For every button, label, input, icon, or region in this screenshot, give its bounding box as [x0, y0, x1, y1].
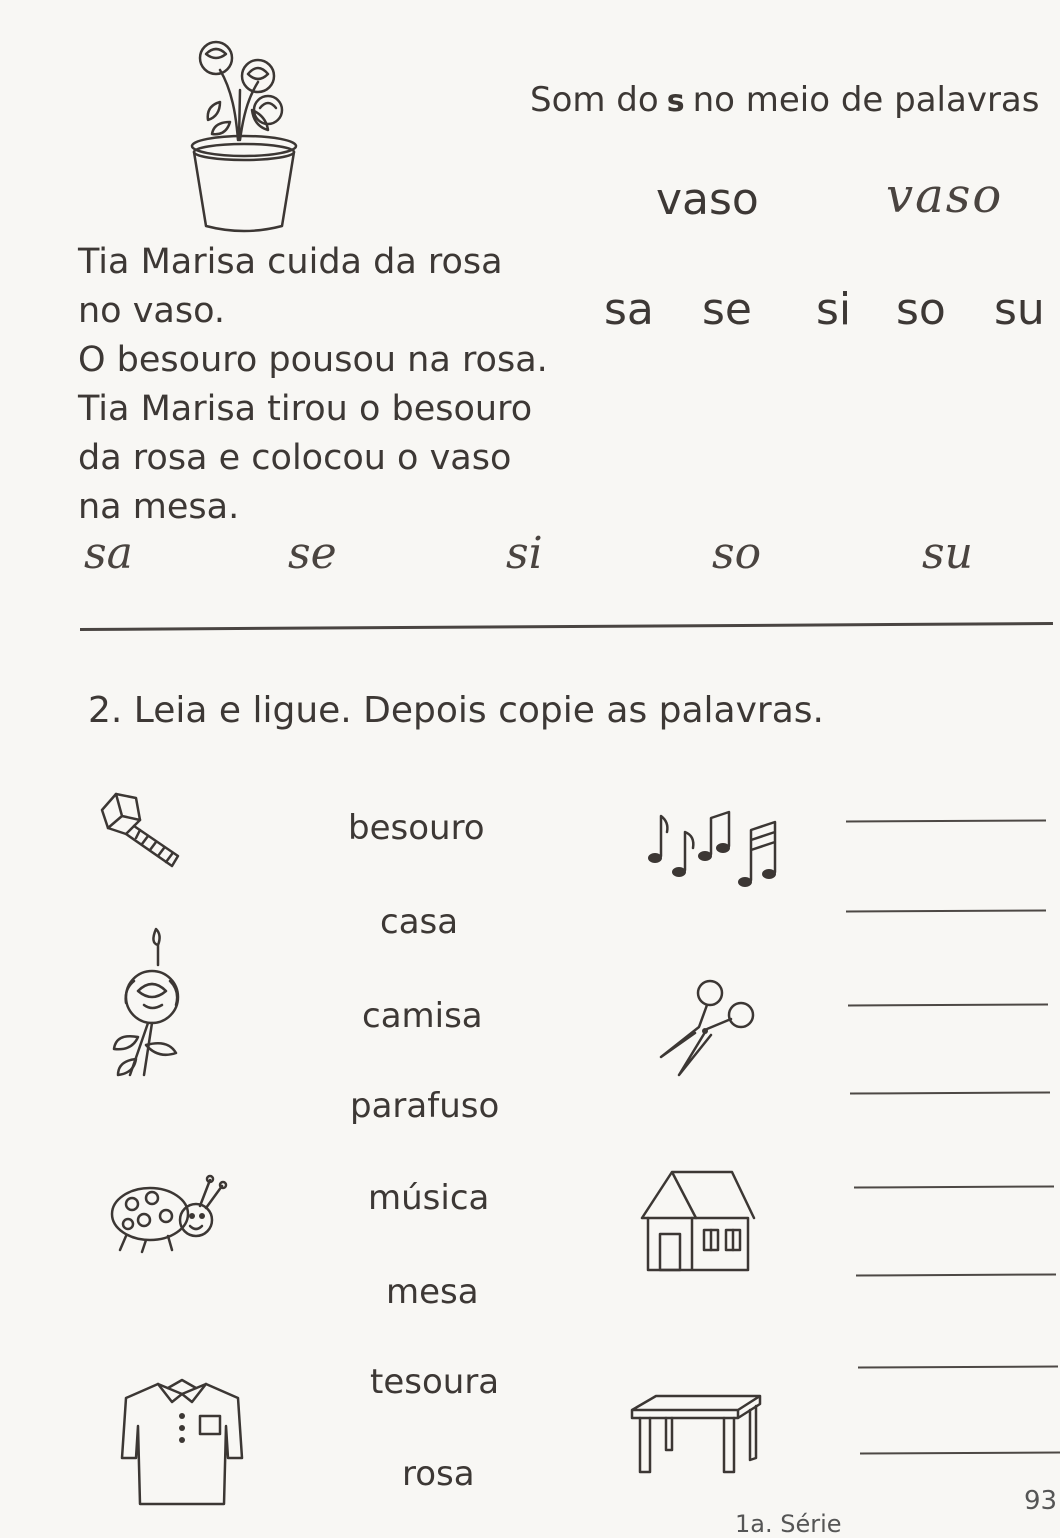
copy-line[interactable]: [858, 1365, 1058, 1368]
story-line: no vaso.: [78, 291, 226, 331]
rose-icon: [108, 925, 194, 1085]
syllable-print: sa: [604, 284, 654, 335]
title-text-before: Som do: [530, 80, 659, 120]
word-item: rosa: [402, 1454, 475, 1494]
word-item: música: [368, 1178, 490, 1218]
word-item: camisa: [362, 996, 483, 1036]
section-divider: [80, 622, 1053, 631]
key-word-print: vaso: [656, 174, 759, 225]
word-item: besouro: [348, 808, 485, 848]
syllable-cursive: si: [506, 528, 543, 579]
syllable-cursive: so: [712, 528, 762, 579]
flower-pot-icon: [180, 30, 310, 240]
scissors-icon: [655, 975, 765, 1080]
key-word-cursive: vaso: [886, 168, 1004, 224]
copy-line[interactable]: [854, 1185, 1054, 1188]
page-title: [530, 80, 1039, 120]
page-number: 93: [1024, 1486, 1058, 1516]
syllable-print: si: [816, 284, 852, 335]
copy-line[interactable]: [846, 909, 1046, 912]
copy-line[interactable]: [850, 1091, 1050, 1094]
story-text: [78, 238, 548, 532]
story-line: na mesa.: [78, 487, 240, 527]
shirt-icon: [116, 1376, 248, 1508]
copy-line[interactable]: [848, 1003, 1048, 1006]
copy-line[interactable]: [856, 1273, 1056, 1276]
syllable-cursive: sa: [84, 528, 133, 579]
story-line: da rosa e colocou o vaso: [78, 438, 512, 478]
exercise-instruction: 2. Leia e ligue. Depois copie as palavras.: [88, 690, 824, 731]
word-item: parafuso: [350, 1086, 500, 1126]
grade-label: 1a. Série: [735, 1510, 842, 1538]
house-icon: [636, 1166, 758, 1276]
syllable-cursive: se: [288, 528, 337, 579]
story-line: Tia Marisa tirou o besouro: [78, 389, 533, 429]
word-item: casa: [380, 902, 459, 942]
copy-line[interactable]: [846, 819, 1046, 822]
word-item: mesa: [386, 1272, 479, 1312]
syllable-print: se: [702, 284, 752, 335]
screw-icon: [96, 788, 188, 870]
story-line: Tia Marisa cuida da rosa: [78, 242, 503, 282]
music-notes-icon: [645, 810, 785, 900]
table-icon: [626, 1392, 764, 1476]
title-letter: s: [666, 84, 685, 119]
copy-line[interactable]: [860, 1451, 1060, 1454]
ladybug-icon: [106, 1172, 228, 1256]
syllable-print: su: [994, 284, 1045, 335]
syllable-cursive: su: [922, 528, 973, 579]
word-item: tesoura: [370, 1362, 500, 1402]
syllable-print: so: [896, 284, 946, 335]
title-text-after: no meio de palavras: [692, 80, 1040, 120]
story-line: O besouro pousou na rosa.: [78, 340, 548, 380]
